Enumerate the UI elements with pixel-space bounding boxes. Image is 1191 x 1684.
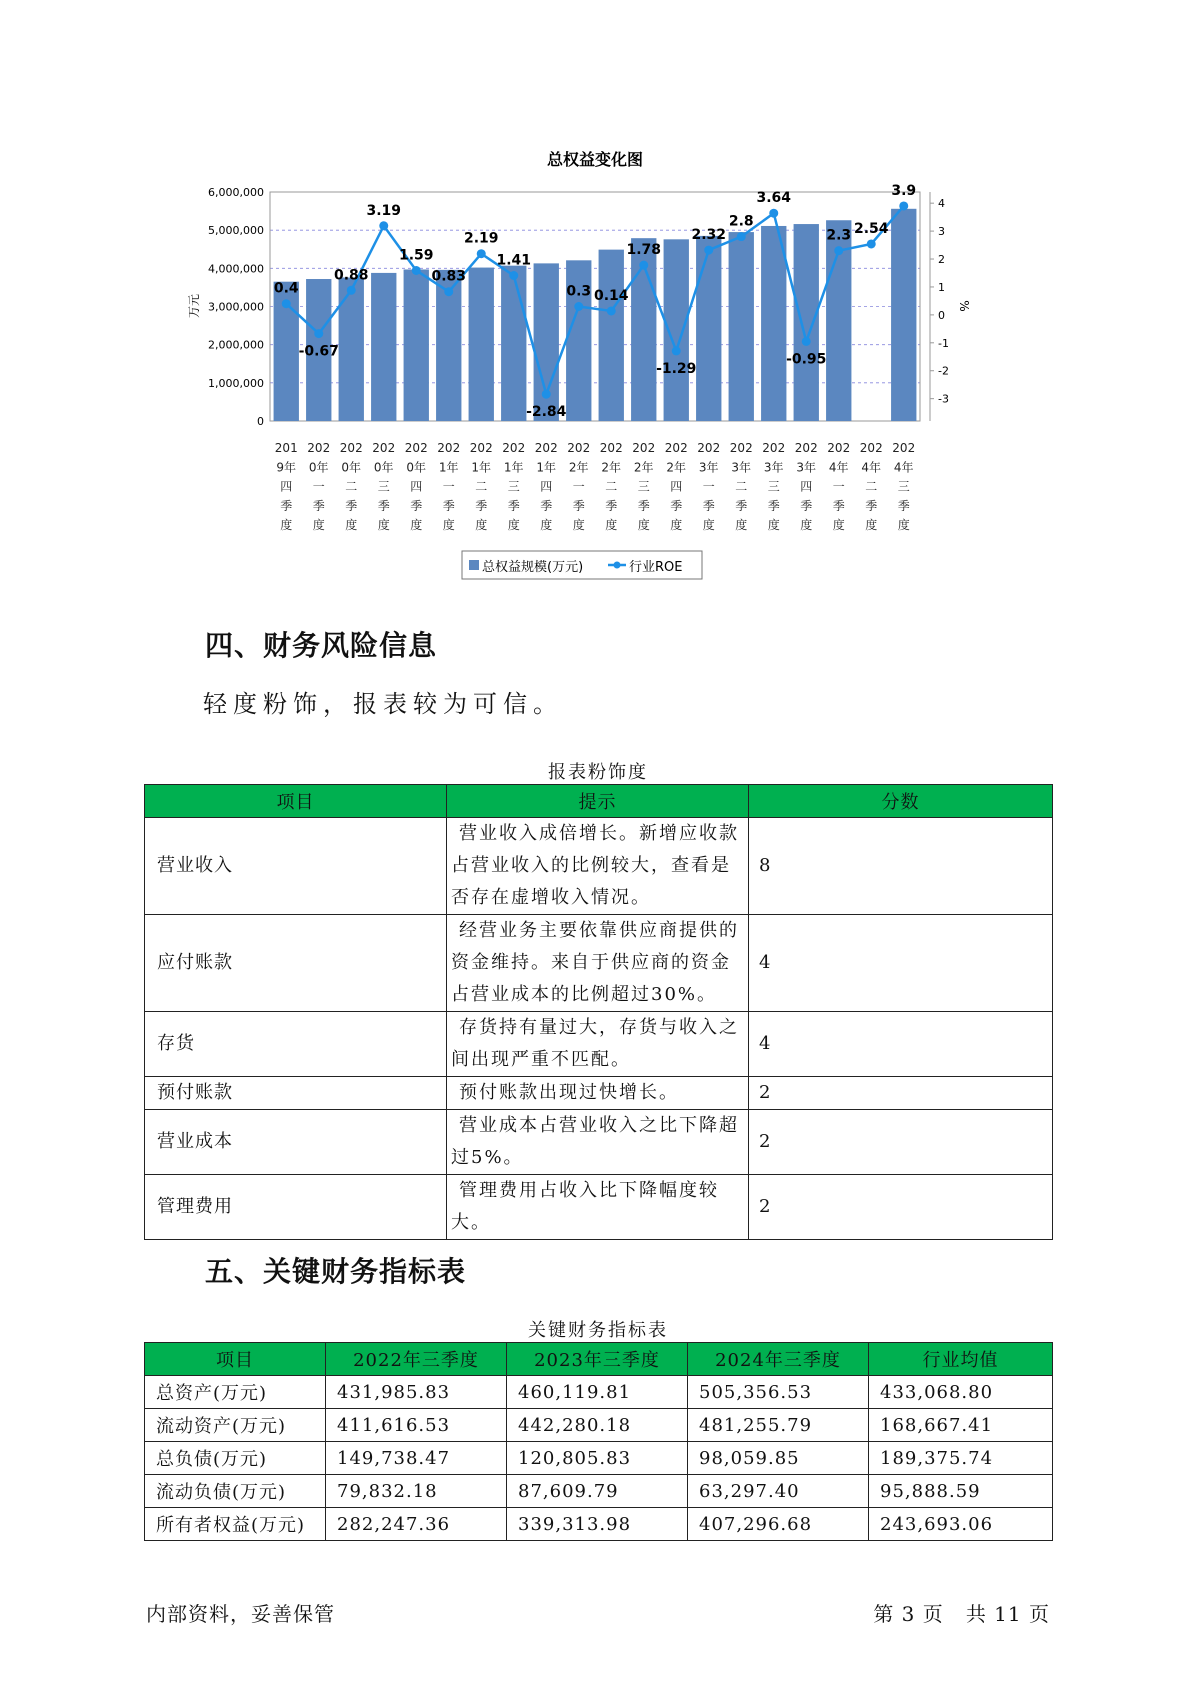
x-tick-label (340, 441, 363, 532)
x-tick-line: 季 (507, 498, 520, 513)
risk-summary: 轻度粉饰，报表较为可信。 (203, 690, 563, 718)
x-tick-line: 0年 (406, 460, 427, 475)
x-tick-line: 3年 (763, 460, 784, 475)
y2-tick-label: 3 (938, 225, 945, 239)
bar (729, 232, 754, 421)
x-tick-line: 度 (832, 518, 845, 533)
y-tick-label: 5,000,000 (208, 224, 264, 238)
bar (469, 268, 494, 421)
x-tick-line: 0年 (308, 460, 329, 475)
y-tick-label: 0 (257, 415, 264, 428)
roe-data-label: 2.3 (826, 227, 852, 244)
table-row (145, 1475, 1053, 1508)
x-tick-line: 1年 (438, 460, 459, 475)
x-tick-line: 度 (865, 518, 878, 533)
roe-point (412, 266, 421, 275)
bar (761, 226, 786, 421)
kfi-table-header (145, 1343, 1053, 1376)
x-tick-line: 202 (632, 441, 656, 455)
x-tick-label (860, 441, 883, 532)
y2-tick-label: -3 (938, 392, 949, 406)
cell: 407,296.68 (688, 1508, 869, 1541)
x-tick-line: 202 (794, 441, 818, 455)
cell: 所有者权益(万元) (145, 1508, 326, 1541)
x-tick-line: 二 (605, 479, 618, 494)
x-tick-line: 9年 (276, 460, 297, 475)
left-axis (208, 186, 264, 428)
x-tick-line: 202 (437, 441, 461, 455)
roe-data-label: 0.3 (566, 283, 592, 300)
right-axis (930, 192, 949, 421)
cell: 431,985.83 (326, 1376, 507, 1409)
x-tick-label (795, 441, 818, 532)
roe-data-label: -2.84 (526, 404, 567, 421)
cell: 243,693.06 (869, 1508, 1053, 1541)
row-item: 营业收入 (145, 818, 447, 915)
roe-point (802, 337, 811, 346)
x-tick-line: 度 (312, 518, 325, 533)
x-tick-line: 202 (372, 441, 396, 455)
x-tick-label (405, 441, 428, 532)
section-title-financial-risk: 四、财务风险信息 (205, 629, 438, 662)
x-tick-line: 一 (312, 479, 325, 494)
roe-data-label: 1.41 (496, 252, 532, 269)
table-row (145, 1012, 1053, 1077)
y2-tick-label: 1 (938, 280, 945, 294)
x-tick-label (470, 441, 493, 532)
x-tick-line: 季 (345, 498, 358, 513)
header-industry-avg: 行业均值 (869, 1343, 1053, 1376)
x-tick-line: 四 (800, 479, 813, 494)
risk-table-caption: 报表粉饰度 (548, 762, 648, 783)
roe-point (607, 306, 616, 315)
cell: 481,255.79 (688, 1409, 869, 1442)
x-tick-line: 2年 (568, 460, 589, 475)
x-tick-label (632, 441, 655, 532)
bar (599, 250, 624, 421)
row-hint: 营业成本占营业收入之比下降超过5%。 (447, 1110, 749, 1175)
bar (501, 266, 526, 421)
row-score: 4 (749, 915, 1053, 1012)
table-row (145, 1077, 1053, 1110)
footer-page-number: 第 3 页 共 11 页 (873, 1602, 1050, 1626)
x-tick-line: 一 (572, 479, 585, 494)
roe-point (834, 246, 843, 255)
roe-data-label: 3.9 (891, 182, 917, 199)
roe-point (444, 287, 453, 296)
x-tick-label (892, 441, 915, 532)
roe-data-label: -0.95 (786, 351, 827, 368)
x-tick-line: 202 (339, 441, 363, 455)
row-hint: 存货持有量过大，存货与收入之间出现严重不匹配。 (447, 1012, 749, 1077)
legend-line-marker (614, 562, 621, 569)
header-score: 分数 (749, 785, 1053, 818)
cell: 433,068.80 (869, 1376, 1053, 1409)
x-tick-line: 度 (410, 518, 423, 533)
x-tick-line: 二 (865, 479, 878, 494)
x-tick-line: 四 (410, 479, 423, 494)
x-tick-line: 202 (307, 441, 331, 455)
x-tick-line: 202 (859, 441, 883, 455)
cell: 总资产(万元) (145, 1376, 326, 1409)
x-tick-line: 季 (442, 498, 455, 513)
x-tick-line: 一 (442, 479, 455, 494)
table-row (145, 1442, 1053, 1475)
x-tick-line: 度 (377, 518, 390, 533)
roe-point (769, 209, 778, 218)
x-tick-line: 度 (800, 518, 813, 533)
cell: 95,888.59 (869, 1475, 1053, 1508)
x-tick-line: 202 (762, 441, 786, 455)
x-tick-line: 季 (572, 498, 585, 513)
roe-point (314, 329, 323, 338)
roe-point (542, 390, 551, 399)
x-tick-line: 季 (637, 498, 650, 513)
header-2022q3: 2022年三季度 (326, 1343, 507, 1376)
cell: 79,832.18 (326, 1475, 507, 1508)
x-tick-label (600, 441, 623, 532)
x-tick-line: 度 (442, 518, 455, 533)
x-tick-label (372, 441, 395, 532)
kfi-table-caption: 关键财务指标表 (528, 1320, 668, 1341)
cell: 460,119.81 (507, 1376, 688, 1409)
cell: 189,375.74 (869, 1442, 1053, 1475)
row-hint: 经营业务主要依靠供应商提供的资金维持。来自于供应商的资金占营业成本的比例超过30%。 (447, 915, 749, 1012)
roe-point (282, 299, 291, 308)
x-tick-line: 二 (735, 479, 748, 494)
roe-point (509, 271, 518, 280)
roe-data-label: 3.64 (756, 190, 792, 207)
x-tick-line: 季 (702, 498, 715, 513)
x-tick-line: 四 (670, 479, 683, 494)
roe-data-label: 0.88 (333, 267, 369, 284)
x-tick-line: 度 (637, 518, 650, 533)
x-tick-line: 度 (605, 518, 618, 533)
footer-confidential-note: 内部资料，妥善保管 (146, 1602, 335, 1626)
risk-table-header (145, 785, 1053, 818)
y2-tick-label: -1 (938, 336, 949, 350)
roe-data-label: 2.8 (728, 213, 754, 230)
x-tick-line: 202 (827, 441, 851, 455)
cell: 442,280.18 (507, 1409, 688, 1442)
y2-tick-label: -2 (938, 364, 949, 378)
x-tick-line: 度 (475, 518, 488, 533)
cell: 流动负债(万元) (145, 1475, 326, 1508)
row-item: 预付账款 (145, 1077, 447, 1110)
roe-point (899, 201, 908, 210)
x-tick-line: 季 (312, 498, 325, 513)
roe-data-label: -1.29 (656, 360, 697, 377)
chart-title: 总权益变化图 (546, 150, 644, 169)
row-score: 8 (749, 818, 1053, 915)
x-tick-line: 202 (567, 441, 591, 455)
bar-series (274, 209, 917, 421)
x-tick-line: 度 (897, 518, 910, 533)
y-tick-label: 1,000,000 (208, 376, 264, 390)
chart-legend (462, 551, 702, 579)
x-tick-line: 四 (540, 479, 553, 494)
table-row (145, 818, 1053, 915)
roe-point (574, 302, 583, 311)
x-tick-line: 2年 (633, 460, 654, 475)
cell: 505,356.53 (688, 1376, 869, 1409)
roe-point (672, 346, 681, 355)
row-hint: 营业收入成倍增长。新增应收款占营业收入的比例较大，查看是否存在虚增收入情况。 (447, 818, 749, 915)
y-tick-label: 2,000,000 (208, 338, 264, 352)
x-tick-line: 0年 (341, 460, 362, 475)
roe-data-label: -0.67 (298, 343, 339, 360)
x-tick-line: 度 (507, 518, 520, 533)
y2-tick-label: 0 (938, 308, 945, 322)
x-tick-line: 2年 (601, 460, 622, 475)
row-item: 管理费用 (145, 1175, 447, 1240)
risk-table (144, 784, 1053, 1240)
y2-tick-label: 4 (938, 197, 945, 211)
bar (371, 273, 396, 421)
row-item: 应付账款 (145, 915, 447, 1012)
row-hint: 管理费用占收入比下降幅度较大。 (447, 1175, 749, 1240)
roe-point (639, 261, 648, 270)
row-item: 存货 (145, 1012, 447, 1077)
x-tick-line: 三 (637, 479, 650, 494)
row-score: 2 (749, 1077, 1053, 1110)
x-tick-line: 度 (280, 518, 293, 533)
roe-point (867, 239, 876, 248)
cell: 总负债(万元) (145, 1442, 326, 1475)
x-tick-line: 季 (605, 498, 618, 513)
table-row (145, 1175, 1053, 1240)
x-tick-line: 201 (274, 441, 298, 455)
x-tick-line: 三 (507, 479, 520, 494)
x-tick-line: 季 (735, 498, 748, 513)
bar (794, 224, 819, 421)
x-tick-label (307, 441, 330, 532)
x-tick-line: 二 (345, 479, 358, 494)
x-tick-line: 季 (832, 498, 845, 513)
x-tick-line: 度 (767, 518, 780, 533)
x-tick-line: 度 (702, 518, 715, 533)
table-row (145, 915, 1053, 1012)
x-tick-label (827, 441, 850, 532)
x-tick-line: 202 (599, 441, 623, 455)
table-row (145, 1409, 1053, 1442)
x-tick-line: 3年 (698, 460, 719, 475)
cell: 87,609.79 (507, 1475, 688, 1508)
x-tick-line: 202 (892, 441, 916, 455)
x-tick-line: 3年 (796, 460, 817, 475)
x-tick-line: 三 (377, 479, 390, 494)
roe-data-label: 2.19 (463, 230, 499, 247)
x-tick-line: 度 (670, 518, 683, 533)
legend-line-label: 行业ROE (629, 560, 683, 575)
legend-bar-swatch (469, 560, 479, 570)
x-tick-label (437, 441, 460, 532)
bar (891, 209, 916, 421)
x-tick-line: 202 (404, 441, 428, 455)
x-tick-line: 202 (664, 441, 688, 455)
x-tick-line: 202 (534, 441, 558, 455)
table-row (145, 1376, 1053, 1409)
x-tick-line: 度 (572, 518, 585, 533)
x-tick-line: 1年 (471, 460, 492, 475)
header-item: 项目 (145, 1343, 326, 1376)
x-tick-label (535, 441, 558, 532)
bar (696, 236, 721, 421)
roe-point (737, 232, 746, 241)
roe-line-series (274, 183, 916, 420)
x-tick-line: 4年 (893, 460, 914, 475)
y-tick-label: 3,000,000 (208, 300, 264, 314)
x-tick-line: 季 (280, 498, 293, 513)
roe-data-label: 2.32 (691, 227, 727, 244)
y-tick-label: 6,000,000 (208, 186, 264, 199)
x-tick-line: 一 (702, 479, 715, 494)
roe-data-label: 0.4 (273, 280, 299, 297)
x-tick-line: 度 (735, 518, 748, 533)
roe-data-label: 0.83 (431, 268, 467, 285)
x-tick-line: 4年 (861, 460, 882, 475)
x-tick-line: 季 (800, 498, 813, 513)
roe-data-label: 1.59 (398, 247, 434, 264)
cell: 流动资产(万元) (145, 1409, 326, 1442)
x-tick-line: 202 (729, 441, 753, 455)
x-tick-line: 季 (865, 498, 878, 513)
row-score: 4 (749, 1012, 1053, 1077)
legend-bar-label: 总权益规模(万元) (482, 560, 584, 575)
table-row (145, 1508, 1053, 1541)
x-tick-label (502, 441, 525, 532)
key-financial-indicators-table (144, 1342, 1053, 1541)
section-title-key-indicators: 五、关键财务指标表 (205, 1255, 467, 1288)
header-2024q3: 2024年三季度 (688, 1343, 869, 1376)
x-tick-label (730, 441, 753, 532)
x-tick-line: 0年 (373, 460, 394, 475)
row-hint: 预付账款出现过快增长。 (447, 1077, 749, 1110)
x-tick-line: 二 (475, 479, 488, 494)
x-tick-line: 季 (410, 498, 423, 513)
cell: 282,247.36 (326, 1508, 507, 1541)
x-tick-label (275, 441, 298, 532)
y-tick-label: 4,000,000 (208, 262, 264, 276)
cell: 63,297.40 (688, 1475, 869, 1508)
x-tick-line: 202 (469, 441, 493, 455)
x-tick-line: 202 (697, 441, 721, 455)
cell: 98,059.85 (688, 1442, 869, 1475)
roe-data-label: 3.19 (366, 202, 402, 219)
x-axis-ticks (275, 441, 915, 532)
x-tick-line: 1年 (536, 460, 557, 475)
x-tick-line: 202 (502, 441, 526, 455)
header-2023q3: 2023年三季度 (507, 1343, 688, 1376)
x-tick-line: 四 (280, 479, 293, 494)
cell: 149,738.47 (326, 1442, 507, 1475)
roe-data-label: 1.78 (626, 242, 662, 259)
header-item: 项目 (145, 785, 447, 818)
x-tick-line: 季 (377, 498, 390, 513)
x-tick-line: 3年 (731, 460, 752, 475)
cell: 120,805.83 (507, 1442, 688, 1475)
x-tick-line: 度 (345, 518, 358, 533)
table-row (145, 1110, 1053, 1175)
x-tick-line: 季 (897, 498, 910, 513)
y2-axis-label: % (957, 300, 971, 312)
roe-point (347, 286, 356, 295)
row-item: 营业成本 (145, 1110, 447, 1175)
cell: 411,616.53 (326, 1409, 507, 1442)
roe-point (704, 246, 713, 255)
x-tick-line: 季 (475, 498, 488, 513)
x-tick-label (762, 441, 785, 532)
roe-data-label: 2.54 (853, 220, 889, 237)
x-tick-label (567, 441, 590, 532)
x-tick-label (665, 441, 688, 532)
x-tick-line: 2年 (666, 460, 687, 475)
roe-point (477, 249, 486, 258)
x-tick-label (697, 441, 720, 532)
row-score: 2 (749, 1175, 1053, 1240)
y2-tick-label: 2 (938, 253, 945, 267)
equity-change-chart (170, 140, 1030, 600)
roe-point (379, 221, 388, 230)
x-tick-line: 1年 (503, 460, 524, 475)
row-score: 2 (749, 1110, 1053, 1175)
x-tick-line: 季 (670, 498, 683, 513)
x-tick-line: 度 (540, 518, 553, 533)
x-tick-line: 三 (897, 479, 910, 494)
x-tick-line: 季 (540, 498, 553, 513)
bar (339, 277, 364, 421)
x-tick-line: 季 (767, 498, 780, 513)
cell: 339,313.98 (507, 1508, 688, 1541)
x-tick-line: 一 (832, 479, 845, 494)
cell: 168,667.41 (869, 1409, 1053, 1442)
bar (404, 269, 429, 421)
header-hint: 提示 (447, 785, 749, 818)
y-axis-label: 万元 (187, 293, 201, 319)
x-tick-line: 4年 (828, 460, 849, 475)
roe-data-label: 0.14 (593, 287, 629, 304)
x-tick-line: 三 (767, 479, 780, 494)
